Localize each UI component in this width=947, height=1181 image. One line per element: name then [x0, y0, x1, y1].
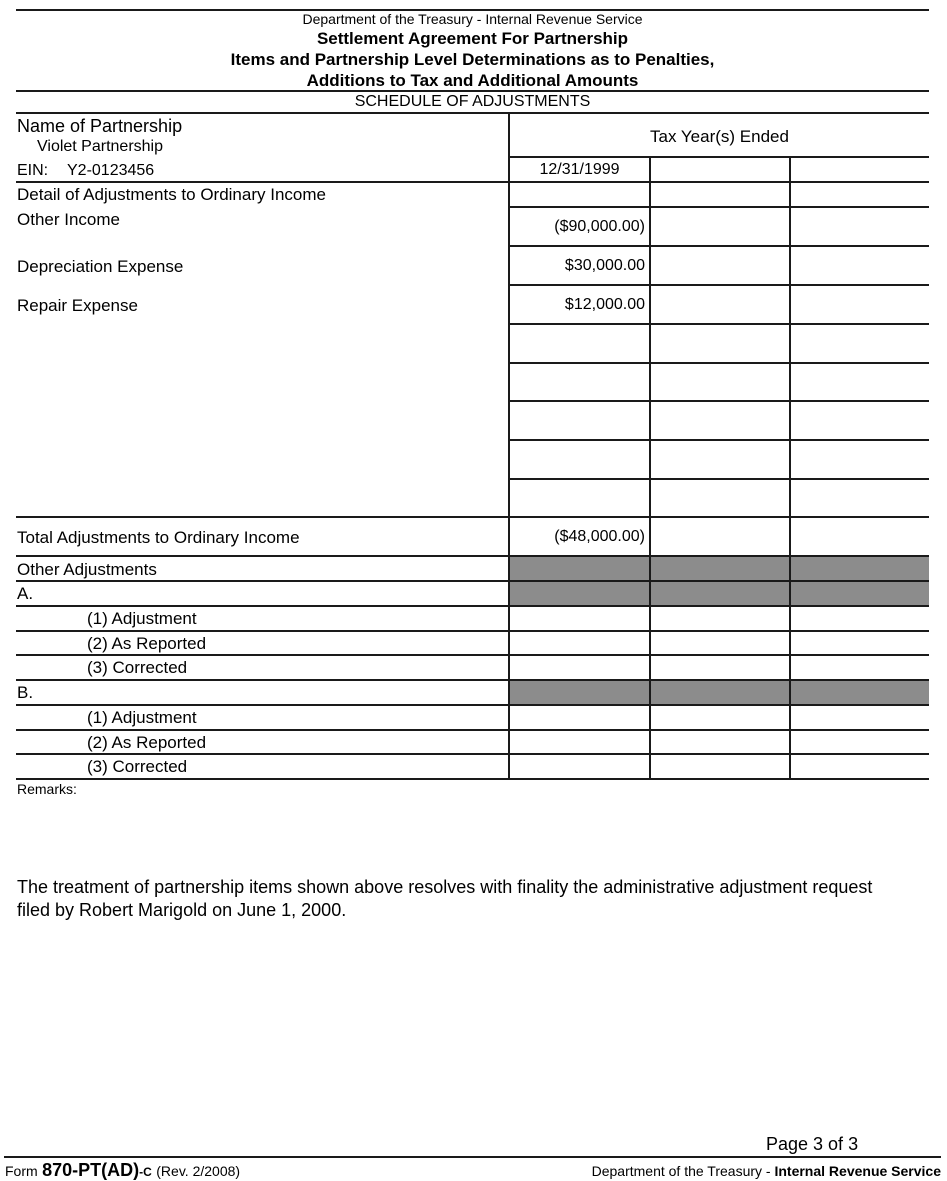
row-rule: [510, 245, 929, 247]
row-rule: [510, 478, 929, 480]
table-bottom-rule: [16, 778, 929, 780]
row-rule: [510, 323, 929, 325]
row-value-depreciation-year-1: $30,000.00: [564, 257, 645, 274]
row-value-other-income-year-1: ($90,000.00): [554, 218, 645, 235]
row-rule: [16, 580, 929, 582]
group-a-letter: A.: [17, 584, 34, 603]
group-b-adjustment-label: (1) Adjustment: [87, 708, 197, 727]
footer-agency-dept: Department of the Treasury -: [591, 1163, 775, 1179]
section-label-rule: [510, 206, 929, 208]
row-label-depreciation-expense: Depreciation Expense: [17, 257, 184, 276]
footer-rule: [4, 1156, 941, 1158]
row-rule: [510, 400, 929, 402]
group-a-adjustment-label: (1) Adjustment: [87, 609, 197, 628]
row-rule: [16, 630, 929, 632]
total-rule: [16, 516, 929, 518]
tax-year-1: 12/31/1999: [539, 161, 620, 178]
row-label-repair-expense: Repair Expense: [17, 296, 138, 315]
remarks-text: The treatment of partnership items shown above resolves with finality the administrative adjustment request filed by Robert Marigold on June 1, 2000.: [17, 877, 873, 920]
other-adjustments-label: Other Adjustments: [17, 560, 157, 579]
row-rule: [510, 284, 929, 286]
footer-agency-irs: Internal Revenue Service: [774, 1163, 941, 1179]
tax-years-header: Tax Year(s) Ended: [650, 127, 789, 146]
form-prefix: Form: [5, 1163, 38, 1179]
row-rule: [16, 753, 929, 755]
schedule-title: SCHEDULE OF ADJUSTMENTS: [354, 93, 591, 110]
group-a-as-reported-label: (2) As Reported: [87, 634, 207, 653]
group-b-as-reported-label: (2) As Reported: [87, 733, 207, 752]
row-value-repair-year-1: $12,000.00: [564, 296, 645, 313]
ein-value: Y2-0123456: [67, 162, 155, 179]
footer-agency: [592, 1163, 941, 1179]
total-adjustments-year-1: ($48,000.00): [554, 528, 645, 545]
remarks-label: Remarks:: [17, 781, 77, 797]
schedule-rule: [16, 112, 929, 114]
group-b-letter: B.: [17, 683, 34, 702]
row-rule: [510, 362, 929, 364]
form-title-line-2: Items and Partnership Level Determinations as to Penalties,: [230, 50, 715, 69]
group-b-corrected-label: (3) Corrected: [87, 757, 188, 776]
row-label-other-income: Other Income: [17, 210, 120, 229]
shaded-cell: [510, 681, 649, 704]
title-rule: [16, 90, 929, 92]
group-a-corrected-label: (3) Corrected: [87, 658, 188, 677]
shaded-cell: [791, 681, 929, 704]
tax-years-rule: [510, 156, 929, 158]
form-id: [5, 1160, 240, 1181]
ordinary-income-section-label: Detail of Adjustments to Ordinary Income: [17, 185, 326, 204]
row-rule: [16, 729, 929, 731]
partnership-name-value: Violet Partnership: [37, 138, 163, 155]
shaded-cell: [651, 681, 789, 704]
agency-header: Department of the Treasury - Internal Revenue Service: [302, 11, 643, 27]
form-number: 870-PT(AD): [42, 1160, 140, 1180]
total-adjustments-label: Total Adjustments to Ordinary Income: [17, 528, 300, 547]
ein-rule: [16, 181, 929, 183]
row-rule: [510, 439, 929, 441]
ein-label: EIN:: [17, 162, 49, 179]
row-rule: [16, 605, 929, 607]
page-number: Page 3 of 3: [766, 1134, 859, 1154]
row-rule: [16, 654, 929, 656]
form-suffix: -C: [139, 1165, 152, 1179]
row-rule: [16, 679, 929, 681]
form-title-line-1: Settlement Agreement For Partnership: [316, 29, 629, 48]
row-rule: [16, 704, 929, 706]
form-title-line-3: Additions to Tax and Additional Amounts: [306, 71, 639, 90]
partnership-name-label: Name of Partnership: [17, 116, 183, 136]
form-revision: (Rev. 2/2008): [156, 1163, 241, 1179]
